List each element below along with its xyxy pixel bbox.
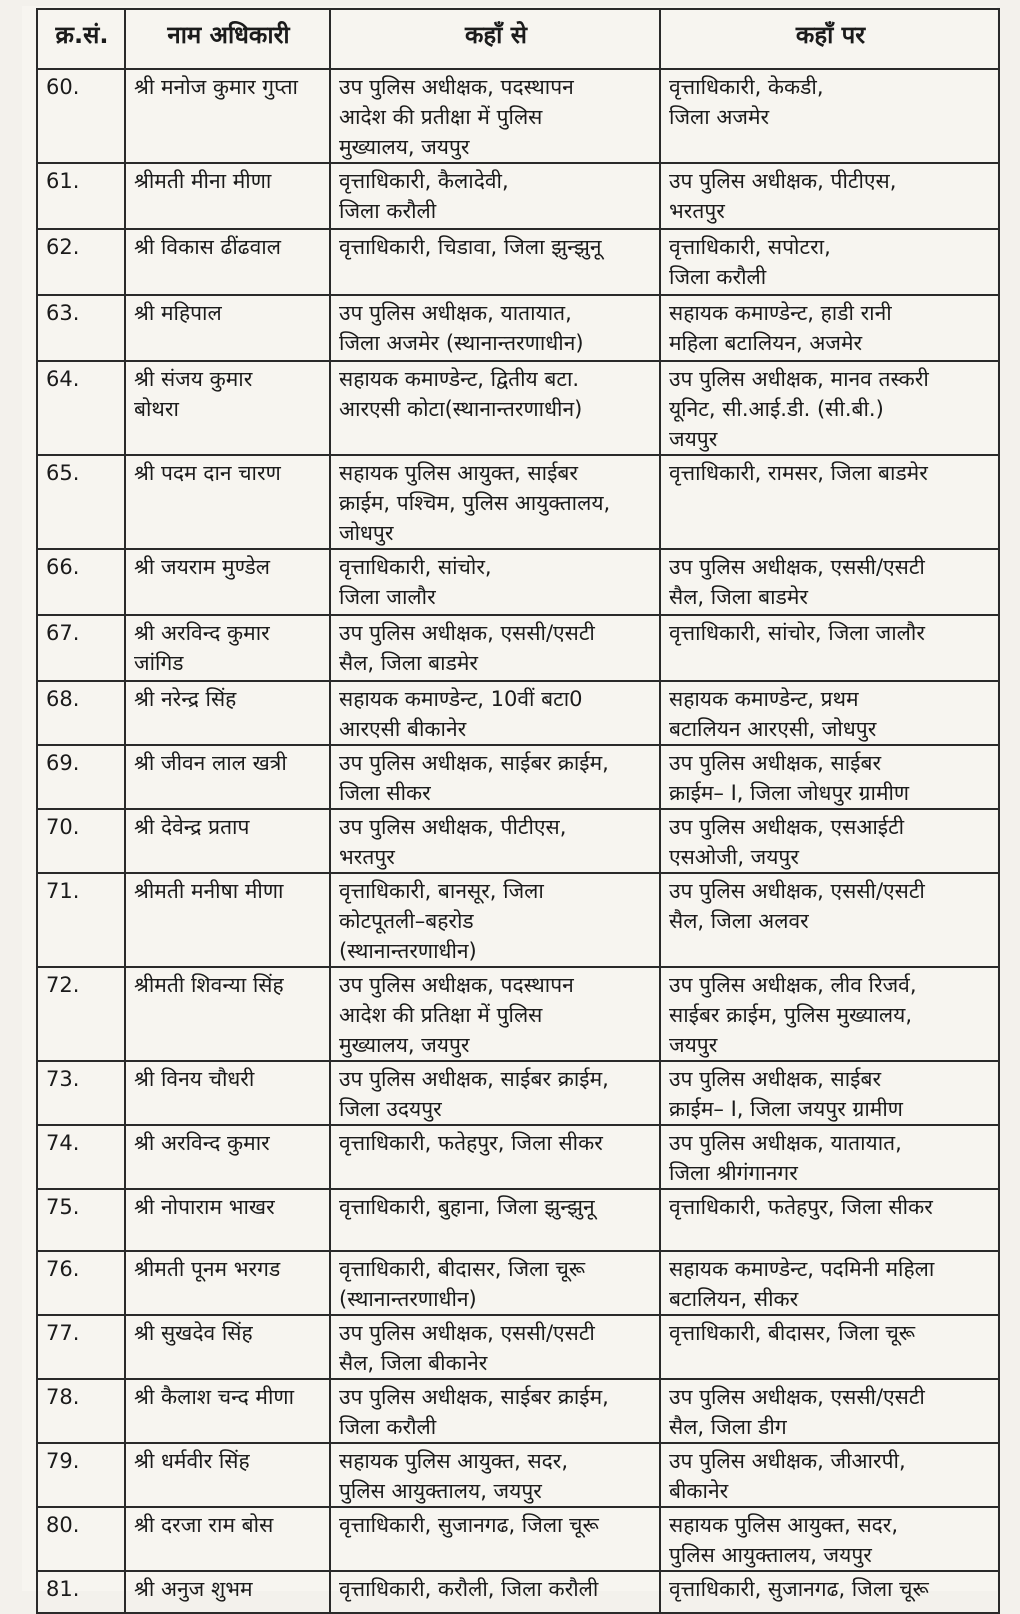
to-posting-cell (660, 549, 999, 615)
officer-name-cell (125, 809, 330, 873)
officer-name-cell-line: श्री अनुज शुभम (134, 1577, 253, 1601)
officer-name-cell-line: श्री मनोज कुमार गुप्ता (134, 75, 298, 99)
officer-name-cell (125, 1379, 330, 1443)
to-posting-cell-line: उप पुलिस अधीक्षक, एसआईटी (669, 815, 905, 839)
officer-name-cell-line: श्री सुखदेव सिंह (134, 1321, 253, 1345)
header-name: नाम अधिकारी (125, 9, 330, 69)
to-posting-cell (660, 1379, 999, 1443)
to-posting-cell (660, 745, 999, 809)
officer-name-cell-line: जांगिड (134, 651, 184, 675)
serial-number-cell: 70. (37, 809, 125, 873)
from-posting-cell-line: क्राईम, पश्चिम, पुलिस आयुक्तालय, (339, 491, 611, 515)
to-posting-cell-line: बीकानेर (669, 1479, 729, 1503)
table-row (37, 1315, 999, 1379)
table-row (37, 455, 999, 549)
to-posting-cell-line: वृत्ताधिकारी, रामसर, जिला बाडमेर (669, 461, 928, 485)
officer-name-cell (125, 1251, 330, 1315)
from-posting-cell-line: सैल, जिला बीकानेर (339, 1351, 488, 1375)
from-posting-cell-line: वृत्ताधिकारी, करौली, जिला करौली (339, 1577, 599, 1601)
from-posting-cell (330, 967, 660, 1061)
from-posting-cell-line: जिला करौली (339, 1415, 437, 1439)
serial-number-cell: 80. (37, 1507, 125, 1571)
serial-number-cell: 61. (37, 163, 125, 229)
transfer-table (36, 8, 1000, 1614)
officer-name-cell-line: श्री धर्मवीर सिंह (134, 1449, 250, 1473)
officer-name-cell-line: श्री देवेन्द्र प्रताप (134, 815, 250, 839)
to-posting-cell (660, 1571, 999, 1613)
from-posting-cell-line: सहायक कमाण्डेन्ट, द्वितीय बटा. (339, 367, 580, 391)
to-posting-cell (660, 809, 999, 873)
officer-name-cell (125, 745, 330, 809)
to-posting-cell-line: सहायक कमाण्डेन्ट, पदमिनी महिला (669, 1257, 935, 1281)
to-posting-cell-line: उप पुलिस अधीक्षक, पीटीएस, (669, 169, 897, 193)
officer-name-cell-line: श्री पदम दान चारण (134, 461, 281, 485)
to-posting-cell-line: भरतपुर (669, 199, 725, 223)
from-posting-cell-line: वृत्ताधिकारी, बीदासर, जिला चूरू (339, 1257, 586, 1281)
officer-name-cell-line: श्री महिपाल (134, 301, 222, 325)
from-posting-cell (330, 1379, 660, 1443)
officer-name-cell (125, 967, 330, 1061)
from-posting-cell-line: मुख्यालय, जयपुर (339, 135, 470, 159)
serial-number-cell: 60. (37, 69, 125, 163)
officer-name-cell (125, 361, 330, 455)
from-posting-cell-line: भरतपुर (339, 845, 395, 869)
from-posting-cell-line: आदेश की प्रतिक्षा में पुलिस (339, 1003, 543, 1027)
to-posting-cell-line: उप पुलिस अधीक्षक, यातायात, (669, 1131, 902, 1155)
to-posting-cell-line: उप पुलिस अधीक्षक, साईबर (669, 751, 882, 775)
to-posting-cell-line: जिला श्रीगंगानगर (669, 1161, 798, 1185)
officer-name-cell-line: श्री नरेन्द्र सिंह (134, 687, 237, 711)
to-posting-cell (660, 455, 999, 549)
officer-name-cell-line: श्री अरविन्द कुमार (134, 621, 270, 645)
from-posting-cell-line: उप पुलिस अधीक्षक, साईबर क्राईम, (339, 751, 609, 775)
officer-name-cell-line: श्रीमती पूनम भरगड (134, 1257, 281, 1281)
serial-number-cell: 63. (37, 295, 125, 361)
to-posting-cell-line: जिला अजमेर (669, 105, 770, 129)
serial-number-cell: 81. (37, 1571, 125, 1613)
from-posting-cell (330, 1315, 660, 1379)
to-posting-cell (660, 295, 999, 361)
officer-name-cell-line: बोथरा (134, 397, 179, 421)
table-row (37, 1061, 999, 1125)
from-posting-cell-line: उप पुलिस अधीक्षक, साईबर क्राईम, (339, 1067, 609, 1091)
serial-number-cell: 64. (37, 361, 125, 455)
header-serial: क्र.सं. (37, 9, 125, 69)
table-row (37, 873, 999, 967)
table-row (37, 1189, 999, 1251)
to-posting-cell-line: क्राईम– I, जिला जयपुर ग्रामीण (669, 1097, 903, 1121)
serial-number-cell: 79. (37, 1443, 125, 1507)
from-posting-cell-line: सैल, जिला बाडमेर (339, 651, 478, 675)
document-page (22, 6, 997, 1601)
to-posting-cell-line: वृत्ताधिकारी, फतेहपुर, जिला सीकर (669, 1195, 933, 1219)
officer-name-cell (125, 681, 330, 745)
table-row (37, 69, 999, 163)
officer-name-cell-line: श्री कैलाश चन्द मीणा (134, 1385, 295, 1409)
to-posting-cell-line: सैल, जिला बाडमेर (669, 585, 808, 609)
to-posting-cell-line: महिला बटालियन, अजमेर (669, 331, 863, 355)
serial-number-cell: 65. (37, 455, 125, 549)
table-row (37, 967, 999, 1061)
to-posting-cell (660, 873, 999, 967)
to-posting-cell-line: जयपुर (669, 427, 718, 451)
from-posting-cell-line: आदेश की प्रतीक्षा में पुलिस (339, 105, 543, 129)
from-posting-cell-line: जिला जालौर (339, 585, 436, 609)
to-posting-cell-line: सैल, जिला डीग (669, 1415, 787, 1439)
officer-name-cell-line: श्रीमती शिवन्या सिंह (134, 973, 284, 997)
serial-number-cell: 74. (37, 1125, 125, 1189)
from-posting-cell-line: वृत्ताधिकारी, बानसूर, जिला (339, 879, 544, 903)
to-posting-cell (660, 361, 999, 455)
from-posting-cell-line: उप पुलिस अधीक्षक, पदस्थापन (339, 973, 574, 997)
officer-name-cell-line: श्री अरविन्द कुमार (134, 1131, 270, 1155)
from-posting-cell-line: जिला करौली (339, 199, 437, 223)
to-posting-cell (660, 163, 999, 229)
to-posting-cell (660, 681, 999, 745)
officer-name-cell-line: श्रीमती मीना मीणा (134, 169, 272, 193)
to-posting-cell-line: साईबर क्राईम, पुलिस मुख्यालय, (669, 1003, 913, 1027)
to-posting-cell-line: वृत्ताधिकारी, बीदासर, जिला चूरू (669, 1321, 916, 1345)
officer-name-cell-line: श्री दरजा राम बोस (134, 1513, 274, 1537)
from-posting-cell-line: उप पुलिस अधीक्षक, यातायात, (339, 301, 572, 325)
from-posting-cell-line: उप पुलिस अधीक्षक, पदस्थापन (339, 75, 574, 99)
officer-name-cell (125, 549, 330, 615)
serial-number-cell: 62. (37, 229, 125, 295)
from-posting-cell (330, 1571, 660, 1613)
serial-number-cell: 69. (37, 745, 125, 809)
to-posting-cell-line: उप पुलिस अधीक्षक, लीव रिजर्व, (669, 973, 917, 997)
to-posting-cell-line: पुलिस आयुक्तालय, जयपुर (669, 1543, 872, 1567)
serial-number-cell: 75. (37, 1189, 125, 1251)
to-posting-cell-line: वृत्ताधिकारी, केकडी, (669, 75, 824, 99)
to-posting-cell-line: जयपुर (669, 1033, 718, 1057)
officer-name-cell (125, 1189, 330, 1251)
officer-name-cell (125, 1125, 330, 1189)
serial-number-cell: 71. (37, 873, 125, 967)
table-row (37, 681, 999, 745)
from-posting-cell (330, 1251, 660, 1315)
officer-name-cell (125, 455, 330, 549)
to-posting-cell (660, 1125, 999, 1189)
to-posting-cell-line: उप पुलिस अधीक्षक, एससी/एसटी (669, 879, 925, 903)
to-posting-cell-line: सहायक पुलिस आयुक्त, सदर, (669, 1513, 899, 1537)
from-posting-cell-line: वृत्ताधिकारी, चिडावा, जिला झुन्झुनू (339, 235, 602, 259)
serial-number-cell: 78. (37, 1379, 125, 1443)
from-posting-cell-line: जिला उदयपुर (339, 1097, 442, 1121)
officer-name-cell (125, 69, 330, 163)
from-posting-cell-line: सहायक कमाण्डेन्ट, 10वीं बटा0 (339, 687, 583, 711)
table-row (37, 615, 999, 681)
officer-name-cell-line: श्री संजय कुमार (134, 367, 253, 391)
to-posting-cell-line: क्राईम– I, जिला जोधपुर ग्रामीण (669, 781, 910, 805)
from-posting-cell (330, 681, 660, 745)
to-posting-cell-line: उप पुलिस अधीक्षक, जीआरपी, (669, 1449, 906, 1473)
serial-number-cell: 76. (37, 1251, 125, 1315)
from-posting-cell-line: वृत्ताधिकारी, सांचोर, (339, 555, 492, 579)
officer-name-cell (125, 1571, 330, 1613)
from-posting-cell (330, 163, 660, 229)
from-posting-cell (330, 809, 660, 873)
table-row (37, 295, 999, 361)
to-posting-cell-line: एसओजी, जयपुर (669, 845, 799, 869)
from-posting-cell-line: वृत्ताधिकारी, बुहाना, जिला झुन्झुनू (339, 1195, 595, 1219)
serial-number-cell: 72. (37, 967, 125, 1061)
table-row (37, 361, 999, 455)
to-posting-cell-line: उप पुलिस अधीक्षक, एससी/एसटी (669, 555, 925, 579)
from-posting-cell (330, 745, 660, 809)
from-posting-cell (330, 873, 660, 967)
officer-name-cell-line: श्री जीवन लाल खत्री (134, 751, 287, 775)
to-posting-cell (660, 1443, 999, 1507)
table-row (37, 809, 999, 873)
from-posting-cell-line: (स्थानान्तरणाधीन) (339, 939, 477, 963)
serial-number-cell: 66. (37, 549, 125, 615)
officer-name-cell (125, 1443, 330, 1507)
to-posting-cell-line: उप पुलिस अधीक्षक, मानव तस्करी (669, 367, 929, 391)
from-posting-cell (330, 229, 660, 295)
from-posting-cell-line: वृत्ताधिकारी, फतेहपुर, जिला सीकर (339, 1131, 603, 1155)
from-posting-cell-line: उप पुलिस अधीक्षक, साईबर क्राईम, (339, 1385, 609, 1409)
from-posting-cell-line: सहायक पुलिस आयुक्त, सदर, (339, 1449, 569, 1473)
from-posting-cell-line: जिला सीकर (339, 781, 431, 805)
from-posting-cell (330, 295, 660, 361)
officer-name-cell (125, 1315, 330, 1379)
to-posting-cell (660, 1507, 999, 1571)
from-posting-cell (330, 69, 660, 163)
to-posting-cell-line: उप पुलिस अधीक्षक, एससी/एसटी (669, 1385, 925, 1409)
from-posting-cell (330, 361, 660, 455)
from-posting-cell-line: उप पुलिस अधीक्षक, एससी/एसटी (339, 1321, 595, 1345)
to-posting-cell-line: सैल, जिला अलवर (669, 909, 809, 933)
from-posting-cell-line: मुख्यालय, जयपुर (339, 1033, 470, 1057)
from-posting-cell-line: आरएसी कोटा(स्थानान्तरणाधीन) (339, 397, 583, 421)
from-posting-cell (330, 1189, 660, 1251)
to-posting-cell (660, 229, 999, 295)
to-posting-cell (660, 615, 999, 681)
table-header-row (37, 9, 999, 69)
officer-name-cell (125, 1507, 330, 1571)
serial-number-cell: 68. (37, 681, 125, 745)
serial-number-cell: 77. (37, 1315, 125, 1379)
to-posting-cell-line: जिला करौली (669, 265, 767, 289)
header-to: कहाँ पर (660, 9, 999, 69)
to-posting-cell-line: सहायक कमाण्डेन्ट, प्रथम (669, 687, 859, 711)
table-row (37, 1379, 999, 1443)
from-posting-cell-line: जोधपुर (339, 521, 394, 545)
from-posting-cell-line: आरएसी बीकानेर (339, 717, 467, 741)
from-posting-cell-line: वृत्ताधिकारी, कैलादेवी, (339, 169, 509, 193)
to-posting-cell-line: यूनिट, सी.आई.डी. (सी.बी.) (669, 397, 884, 421)
to-posting-cell (660, 1061, 999, 1125)
to-posting-cell-line: वृत्ताधिकारी, सपोटरा, (669, 235, 831, 259)
to-posting-cell-line: बटालियन, सीकर (669, 1287, 799, 1311)
from-posting-cell (330, 549, 660, 615)
from-posting-cell-line: उप पुलिस अधीक्षक, एससी/एसटी (339, 621, 595, 645)
from-posting-cell (330, 615, 660, 681)
from-posting-cell-line: जिला अजमेर (स्थानान्तरणाधीन) (339, 331, 584, 355)
table-row (37, 163, 999, 229)
from-posting-cell-line: उप पुलिस अधीक्षक, पीटीएस, (339, 815, 567, 839)
table-row (37, 1125, 999, 1189)
table-row (37, 1443, 999, 1507)
from-posting-cell (330, 1061, 660, 1125)
to-posting-cell (660, 1315, 999, 1379)
to-posting-cell (660, 1251, 999, 1315)
officer-name-cell (125, 873, 330, 967)
table-row (37, 1571, 999, 1613)
officer-name-cell-line: श्रीमती मनीषा मीणा (134, 879, 284, 903)
table-row (37, 229, 999, 295)
to-posting-cell (660, 1189, 999, 1251)
officer-name-cell (125, 1061, 330, 1125)
officer-name-cell-line: श्री नोपाराम भाखर (134, 1195, 275, 1219)
table-row (37, 745, 999, 809)
from-posting-cell-line: पुलिस आयुक्तालय, जयपुर (339, 1479, 542, 1503)
from-posting-cell-line: कोटपूतली–बहरोड (339, 909, 474, 933)
from-posting-cell (330, 455, 660, 549)
from-posting-cell (330, 1507, 660, 1571)
officer-name-cell (125, 295, 330, 361)
officer-name-cell-line: श्री विकास ढींढवाल (134, 235, 281, 259)
officer-name-cell-line: श्री जयराम मुण्डेल (134, 555, 271, 579)
officer-name-cell (125, 229, 330, 295)
serial-number-cell: 67. (37, 615, 125, 681)
from-posting-cell (330, 1125, 660, 1189)
table-row (37, 549, 999, 615)
to-posting-cell-line: बटालियन आरएसी, जोधपुर (669, 717, 877, 741)
table-row (37, 1507, 999, 1571)
from-posting-cell-line: (स्थानान्तरणाधीन) (339, 1287, 477, 1311)
to-posting-cell (660, 967, 999, 1061)
to-posting-cell-line: उप पुलिस अधीक्षक, साईबर (669, 1067, 882, 1091)
from-posting-cell-line: वृत्ताधिकारी, सुजानगढ, जिला चूरू (339, 1513, 599, 1537)
to-posting-cell-line: वृत्ताधिकारी, सांचोर, जिला जालौर (669, 621, 925, 645)
table-row (37, 1251, 999, 1315)
header-from: कहाँ से (330, 9, 660, 69)
officer-name-cell (125, 615, 330, 681)
to-posting-cell-line: सहायक कमाण्डेन्ट, हाडी रानी (669, 301, 892, 325)
officer-name-cell-line: श्री विनय चौधरी (134, 1067, 255, 1091)
serial-number-cell: 73. (37, 1061, 125, 1125)
from-posting-cell-line: सहायक पुलिस आयुक्त, साईबर (339, 461, 578, 485)
from-posting-cell (330, 1443, 660, 1507)
officer-name-cell (125, 163, 330, 229)
to-posting-cell-line: वृत्ताधिकारी, सुजानगढ, जिला चूरू (669, 1577, 929, 1601)
to-posting-cell (660, 69, 999, 163)
